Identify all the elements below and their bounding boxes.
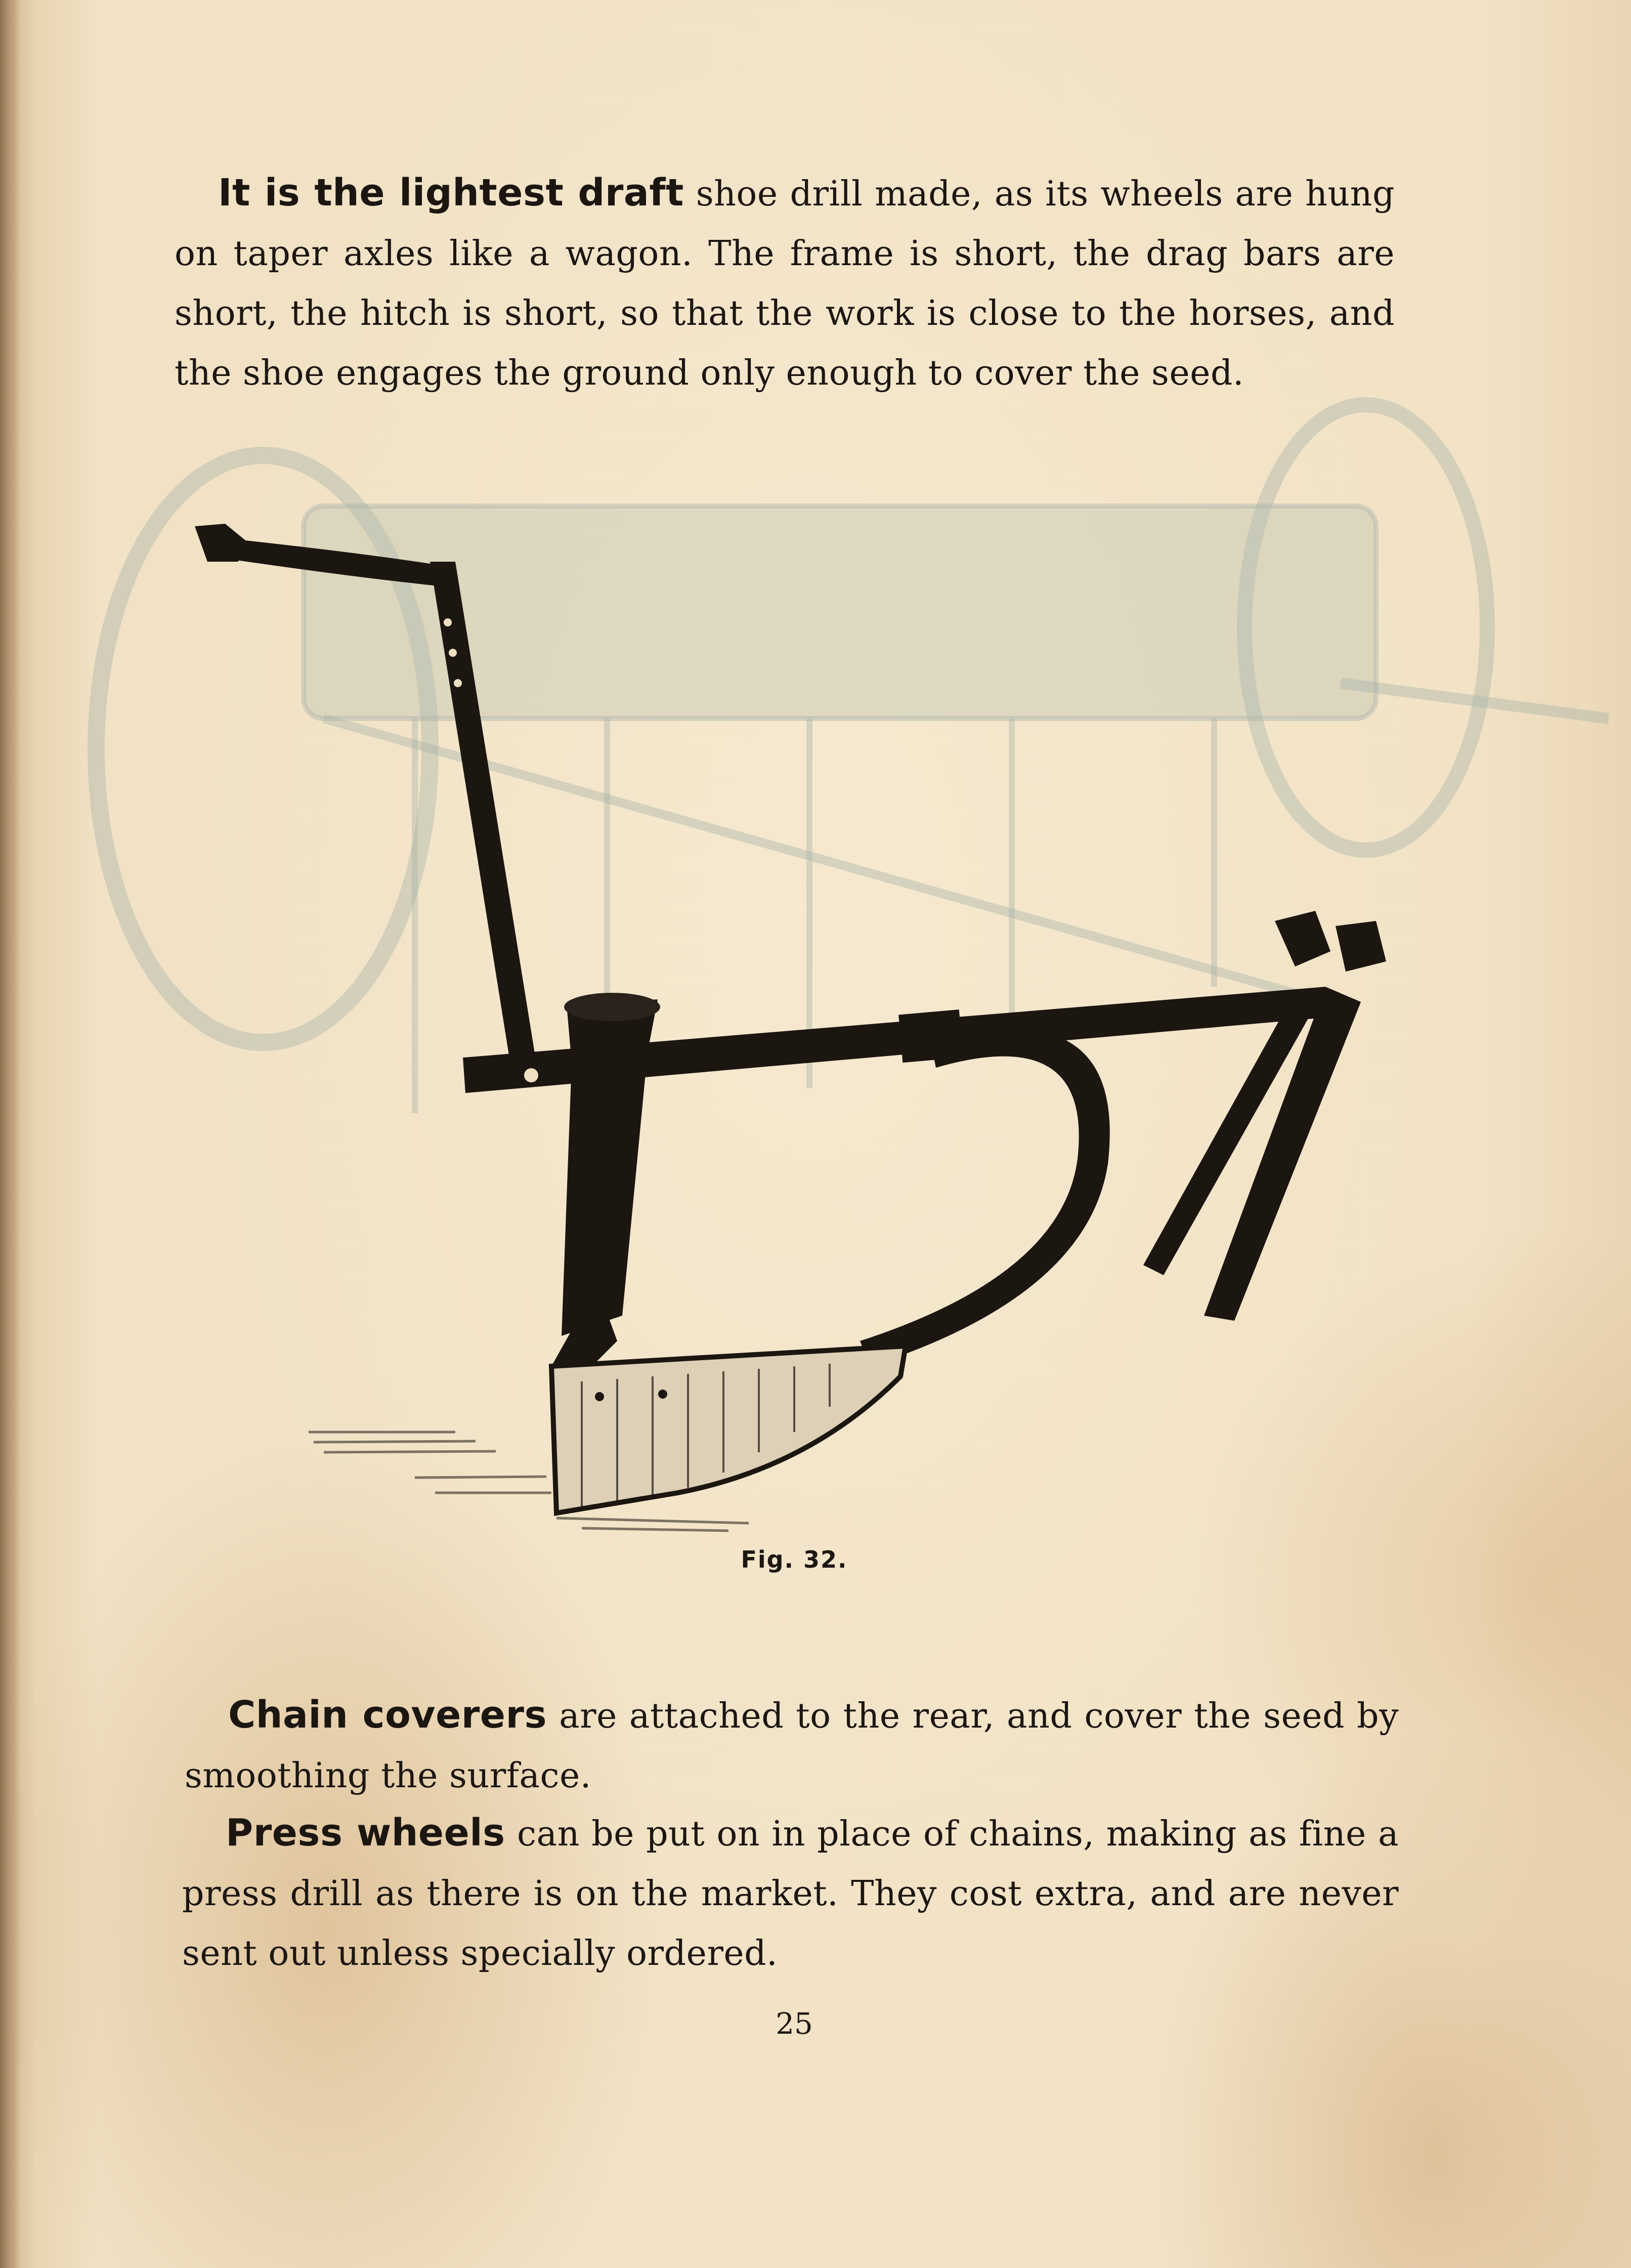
- paragraph-body: can be put on in place of chains, making as fine a press drill as there is on the market. They cost extra, and are never sent out unless specially ordered.: [182, 1814, 1399, 1973]
- paragraph-lead: Press wheels: [226, 1811, 505, 1855]
- paragraph-body: shoe drill made, as its wheels are hung on taper axles like a wagon. The frame is short, the drag bars are short, the hitch is short, so that the work is close to the horses, and the shoe engages the ground only enough to cover the seed.: [175, 174, 1395, 393]
- bleed-through-drill-image: [96, 405, 1609, 1113]
- paragraph-chain-coverers: [185, 1685, 1399, 1806]
- paragraph-lead: Chain coverers: [228, 1693, 547, 1737]
- figure-caption: Fig. 32.: [741, 1546, 848, 1573]
- page-number: 25: [776, 2006, 813, 2041]
- paragraph-body: are attached to the rear, and cover the seed by smoothing the surface.: [185, 1696, 1399, 1796]
- paragraph-press-wheels: [182, 1803, 1399, 1984]
- paragraph-lead: It is the lightest draft: [218, 171, 684, 215]
